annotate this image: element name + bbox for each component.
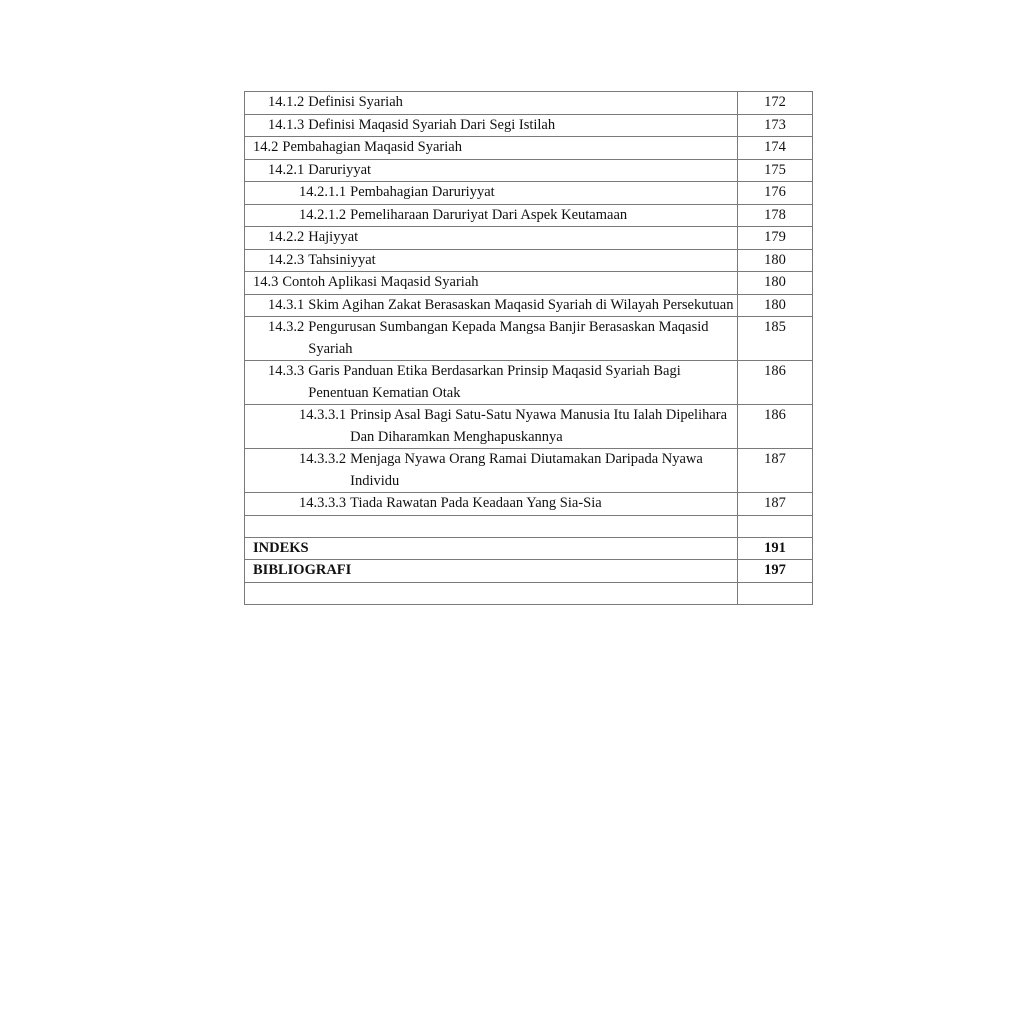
section-number: 14.2.1.1	[299, 184, 347, 200]
page-number: 178	[738, 204, 813, 227]
empty-row	[245, 582, 813, 604]
section-title: Tiada Rawatan Pada Keadaan Yang Sia-Sia	[350, 495, 602, 511]
toc-row	[245, 249, 813, 272]
section-number: 14.2.1.2	[299, 206, 347, 223]
toc-row	[245, 114, 813, 137]
section-number: 14.2.2	[268, 229, 305, 245]
toc-row	[245, 272, 813, 295]
toc-row	[245, 159, 813, 182]
section-number: 14.3.2	[268, 319, 305, 335]
toc-row-bibliografi	[245, 560, 813, 583]
toc-row	[245, 182, 813, 205]
section-number: 14.3.3.3	[299, 495, 347, 511]
section-title: Pengurusan Sumbangan Kepada Mangsa Banjir Berasaskan Maqasid Syariah	[308, 319, 709, 357]
page-number: 187	[738, 449, 813, 493]
section-title: Contoh Aplikasi Maqasid Syariah	[282, 274, 479, 290]
section-number: 14.3.3	[268, 363, 305, 379]
toc-row	[245, 204, 813, 227]
table-of-contents	[244, 91, 813, 605]
page-number: 172	[738, 92, 813, 115]
page-number: 187	[738, 493, 813, 516]
section-title: Skim Agihan Zakat Berasaskan Maqasid Syariah di Wilayah Persekutuan	[308, 296, 734, 313]
toc-row	[245, 294, 813, 317]
page-number: 180	[738, 294, 813, 317]
section-title: Definisi Maqasid Syariah Dari Segi Istilah	[308, 116, 556, 133]
section-title: Prinsip Asal Bagi Satu-Satu Nyawa Manusia Itu Ialah Dipelihara Dan Diharamkan Menghapuskannya	[350, 407, 728, 445]
section-title: Pemeliharaan Daruriyat Dari Aspek Keutamaan	[350, 206, 628, 223]
page-number: 185	[738, 317, 813, 361]
page-number: 176	[738, 182, 813, 205]
toc-row	[245, 449, 813, 493]
toc-row	[245, 361, 813, 405]
bibliografi-page-number: 197	[738, 560, 813, 583]
toc-row	[245, 405, 813, 449]
section-title: Pembahagian Daruriyyat	[350, 184, 495, 200]
section-title: Daruriyyat	[308, 161, 372, 178]
section-title: Pembahagian Maqasid Syariah	[282, 139, 462, 155]
section-number: 14.2.3	[268, 251, 305, 268]
page-number: 175	[738, 159, 813, 182]
toc-row	[245, 137, 813, 160]
section-number: 14.1.3	[268, 116, 305, 133]
indeks-page-number: 191	[738, 537, 813, 560]
page-number: 180	[738, 249, 813, 272]
section-number: 14.2.1	[268, 161, 305, 178]
section-number: 14.2	[253, 139, 279, 155]
toc-row-indeks	[245, 537, 813, 560]
toc-row	[245, 493, 813, 516]
page-number: 173	[738, 114, 813, 137]
section-number: 14.3.3.1	[299, 407, 347, 423]
page-number: 180	[738, 272, 813, 295]
section-title: Definisi Syariah	[308, 94, 403, 110]
empty-row	[245, 515, 813, 537]
section-title: Menjaga Nyawa Orang Ramai Diutamakan Daripada Nyawa Individu	[350, 451, 703, 489]
section-number: 14.3.1	[268, 296, 305, 313]
section-number: 14.3	[253, 274, 279, 290]
section-title: Garis Panduan Etika Berdasarkan Prinsip Maqasid Syariah Bagi Penentuan Kematian Otak	[308, 363, 681, 401]
section-title: Tahsiniyyat	[308, 251, 376, 268]
page-number: 179	[738, 227, 813, 250]
page-number: 186	[738, 361, 813, 405]
section-number: 14.1.2	[268, 94, 305, 110]
page-number: 174	[738, 137, 813, 160]
bibliografi-title: BIBLIOGRAFI	[245, 560, 738, 583]
toc-row	[245, 92, 813, 115]
indeks-title: INDEKS	[245, 537, 738, 560]
section-number: 14.3.3.2	[299, 451, 347, 467]
section-title: Hajiyyat	[308, 229, 359, 245]
page-number: 186	[738, 405, 813, 449]
toc-row	[245, 227, 813, 250]
toc-row	[245, 317, 813, 361]
